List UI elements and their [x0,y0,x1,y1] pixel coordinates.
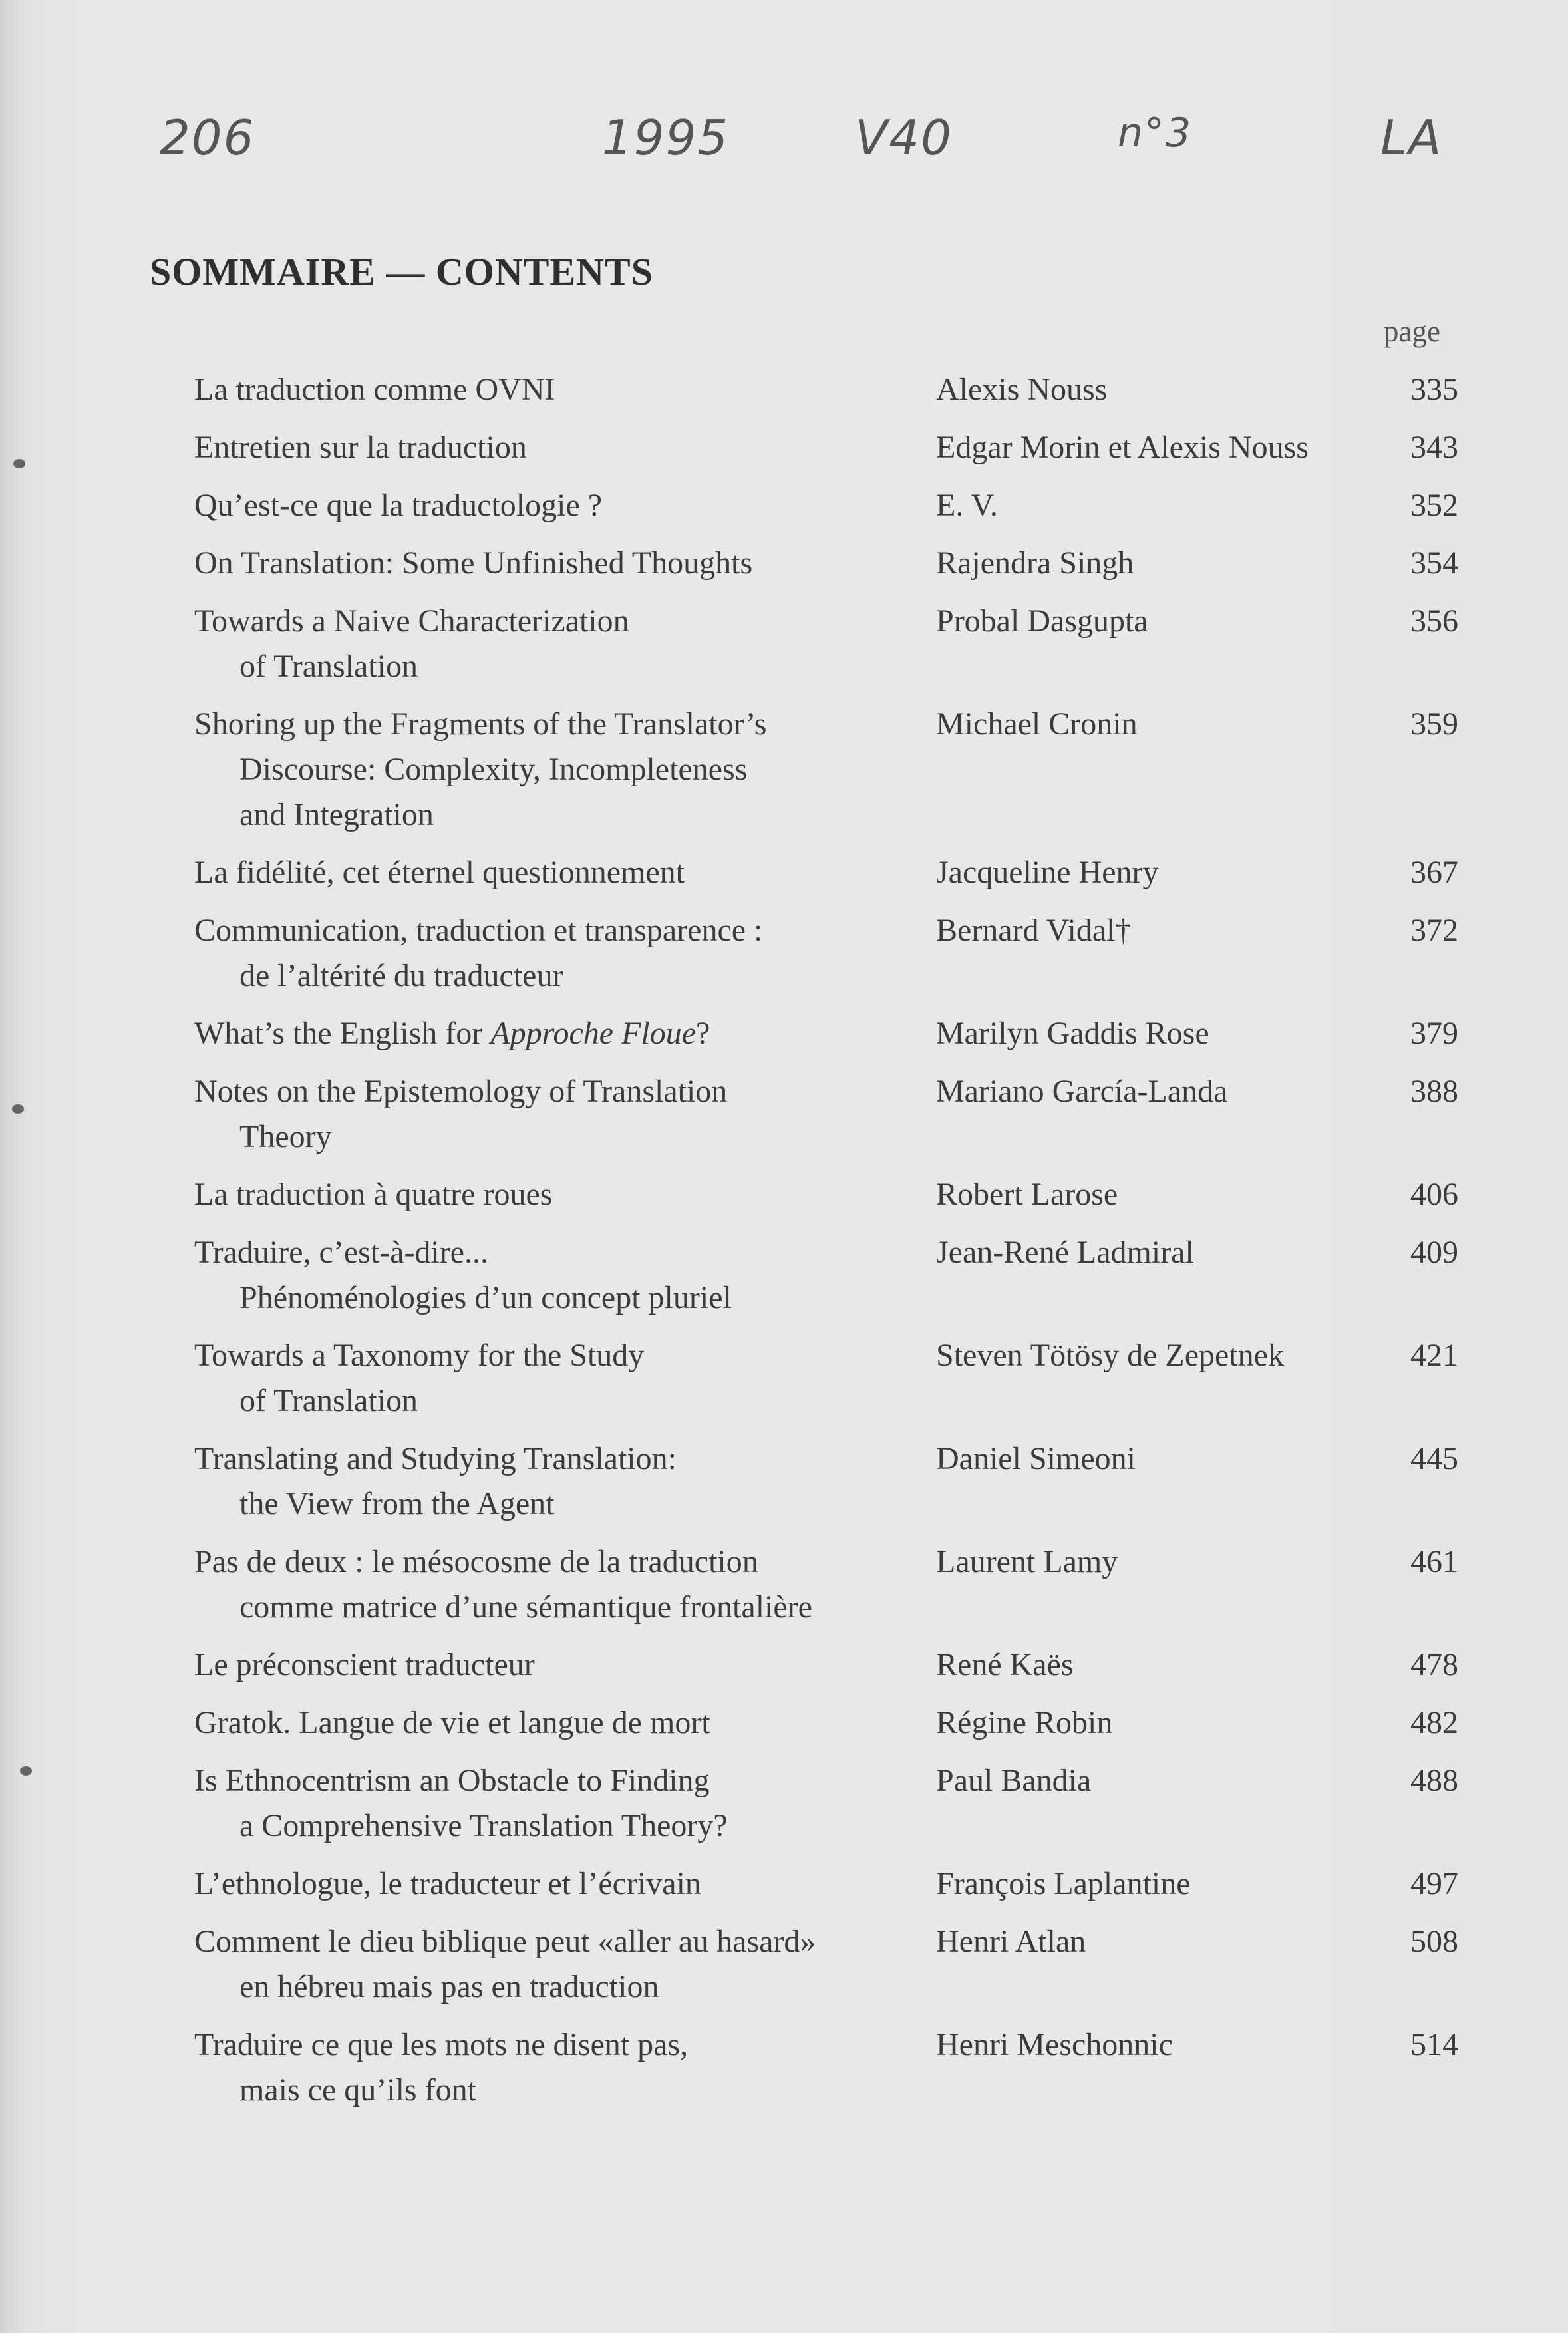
entry-author: Edgar Morin et Alexis Nouss [936,430,1309,465]
entry-title [194,2022,926,2113]
title-line: L’ethnologue, le traducteur et l’écrivain [194,1866,701,1901]
toc-entry [194,1642,1458,1688]
title-line: Translating and Studying Translation: [194,1441,677,1476]
entry-title [194,599,926,689]
toc-entry [194,850,1458,895]
entry-author: Henri Atlan [936,1924,1086,1959]
entry-title [194,1436,926,1527]
entry-title [194,850,926,895]
title-line: Traduire, c’est-à-dire... [194,1235,489,1270]
title-italic-text: Approche Floue [490,1016,697,1051]
title-line: Comment le dieu biblique peut «aller au hasard» [194,1924,816,1959]
title-continuation-line: a Comprehensive Translation Theory? [239,1808,728,1843]
table-of-contents [194,367,1458,2125]
title-continuation-line: Phénoménologies d’un concept pluriel [239,1280,732,1315]
toc-entry [194,367,1458,412]
entry-author: Laurent Lamy [936,1544,1118,1579]
title-continuation-line: of Translation [239,1383,418,1418]
entry-page-number: 359 [1410,706,1458,742]
title-continuation-line: and Integration [239,797,434,832]
margin-speck [12,1104,24,1114]
entry-page-number: 409 [1410,1235,1458,1270]
toc-entry [194,908,1458,999]
entry-page-number: 508 [1410,1924,1458,1959]
contents-heading: SOMMAIRE — CONTENTS [150,250,653,293]
entry-author: Paul Bandia [936,1763,1092,1798]
toc-entry [194,483,1458,528]
entry-title [194,1230,926,1321]
toc-entry [194,1539,1458,1630]
handwritten-issue: n°3 [1118,110,1193,156]
entry-title [194,1919,926,2010]
toc-entry [194,1758,1458,1849]
title-continuation-line: en hébreu mais pas en traduction [239,1969,659,2004]
title-continuation-line: of Translation [239,649,418,684]
handwritten-volume: V40 [855,110,953,166]
entry-author: Jean-René Ladmiral [936,1235,1194,1270]
entry-author: Michael Cronin [936,706,1138,742]
title-line: Shoring up the Fragments of the Translator’s [194,706,767,742]
entry-title [194,541,926,586]
title-continuation-line: comme matrice d’une sémantique frontalière [239,1589,812,1625]
title-line: Pas de deux : le mésocosme de la traduction [194,1544,758,1579]
toc-entry [194,1069,1458,1160]
entry-page-number: 352 [1410,488,1458,523]
entry-author: Bernard Vidal† [936,913,1132,948]
entry-page-number: 335 [1410,372,1458,407]
entry-title [194,1172,926,1217]
margin-speck [20,1766,32,1776]
entry-title [194,1539,926,1630]
title-text: What’s the English for [194,1016,491,1051]
entry-page-number: 343 [1410,430,1458,465]
entry-title [194,425,926,470]
title-line: La traduction comme OVNI [194,372,555,407]
entry-page-number: 421 [1410,1338,1458,1373]
toc-entry [194,1011,1458,1056]
title-continuation-line: mais ce qu’ils font [239,2072,476,2107]
title-line: Gratok. Langue de vie et langue de mort [194,1705,710,1740]
title-line: La fidélité, cet éternel questionnement [194,855,685,890]
title-line [194,1011,926,1056]
entry-author: Rajendra Singh [936,545,1134,581]
title-line: Entretien sur la traduction [194,430,527,465]
toc-entry [194,1230,1458,1321]
title-text: ? [696,1016,710,1051]
entry-title [194,367,926,412]
entry-author: Marilyn Gaddis Rose [936,1016,1209,1051]
entry-title [194,1642,926,1688]
entry-title [194,702,926,838]
toc-entry [194,2022,1458,2113]
entry-author: François Laplantine [936,1866,1191,1901]
entry-page-number: 388 [1410,1074,1458,1109]
entry-page-number: 445 [1410,1441,1458,1476]
toc-entry [194,599,1458,689]
entry-author: Alexis Nouss [936,372,1108,407]
title-line: La traduction à quatre roues [194,1177,553,1212]
entry-author: Jacqueline Henry [936,855,1159,890]
entry-page-number: 406 [1410,1177,1458,1212]
entry-page-number: 354 [1410,545,1458,581]
title-line: Towards a Taxonomy for the Study [194,1338,645,1373]
entry-author: Henri Meschonnic [936,2027,1173,2062]
entry-author: Robert Larose [936,1177,1118,1212]
entry-page-number: 478 [1410,1647,1458,1682]
toc-entry [194,541,1458,586]
title-line: Towards a Naive Characterization [194,603,629,639]
entry-author: E. V. [936,488,998,523]
entry-author: Probal Dasgupta [936,603,1148,639]
title-line: Le préconscient traducteur [194,1647,535,1682]
handwritten-year: 1995 [602,110,730,166]
entry-title [194,483,926,528]
entry-title [194,1333,926,1424]
toc-entry [194,1172,1458,1217]
handwritten-ref-number: 206 [160,110,255,166]
title-line: On Translation: Some Unfinished Thoughts [194,545,753,581]
title-line: Communication, traduction et transparence : [194,913,763,948]
entry-author: René Kaës [936,1647,1074,1682]
toc-entry [194,1919,1458,2010]
entry-title [194,1758,926,1849]
title-line: Notes on the Epistemology of Translation [194,1074,728,1109]
entry-page-number: 488 [1410,1763,1458,1798]
toc-entry [194,1333,1458,1424]
entry-title [194,1069,926,1160]
entry-author: Daniel Simeoni [936,1441,1136,1476]
entry-page-number: 514 [1410,2027,1458,2062]
title-continuation-line: Discourse: Complexity, Incompleteness [239,752,748,787]
entry-author: Steven Tötösy de Zepetnek [936,1338,1284,1373]
entry-page-number: 379 [1410,1016,1458,1051]
title-continuation-line: the View from the Agent [239,1486,555,1521]
title-continuation-line: Theory [239,1119,332,1154]
toc-entry [194,1700,1458,1746]
entry-page-number: 461 [1410,1544,1458,1579]
entry-page-number: 367 [1410,855,1458,890]
title-line: Qu’est-ce que la traductologie ? [194,488,603,523]
toc-entry [194,1861,1458,1907]
entry-page-number: 356 [1410,603,1458,639]
margin-speck [13,459,25,468]
toc-entry [194,1436,1458,1527]
page-column-label: page [1384,315,1440,348]
toc-entry [194,702,1458,838]
title-continuation-line: de l’altérité du traducteur [239,958,563,993]
entry-title [194,1011,926,1056]
handwritten-code: LA [1380,110,1443,166]
entry-title [194,1861,926,1907]
entry-author: Mariano García-Landa [936,1074,1228,1109]
entry-title [194,908,926,999]
title-line: Traduire ce que les mots ne disent pas, [194,2027,689,2062]
toc-entry [194,425,1458,470]
entry-author: Régine Robin [936,1705,1113,1740]
entry-page-number: 372 [1410,913,1458,948]
title-line: Is Ethnocentrism an Obstacle to Finding [194,1763,710,1798]
entry-page-number: 482 [1410,1705,1458,1740]
entry-page-number: 497 [1410,1866,1458,1901]
entry-title [194,1700,926,1746]
